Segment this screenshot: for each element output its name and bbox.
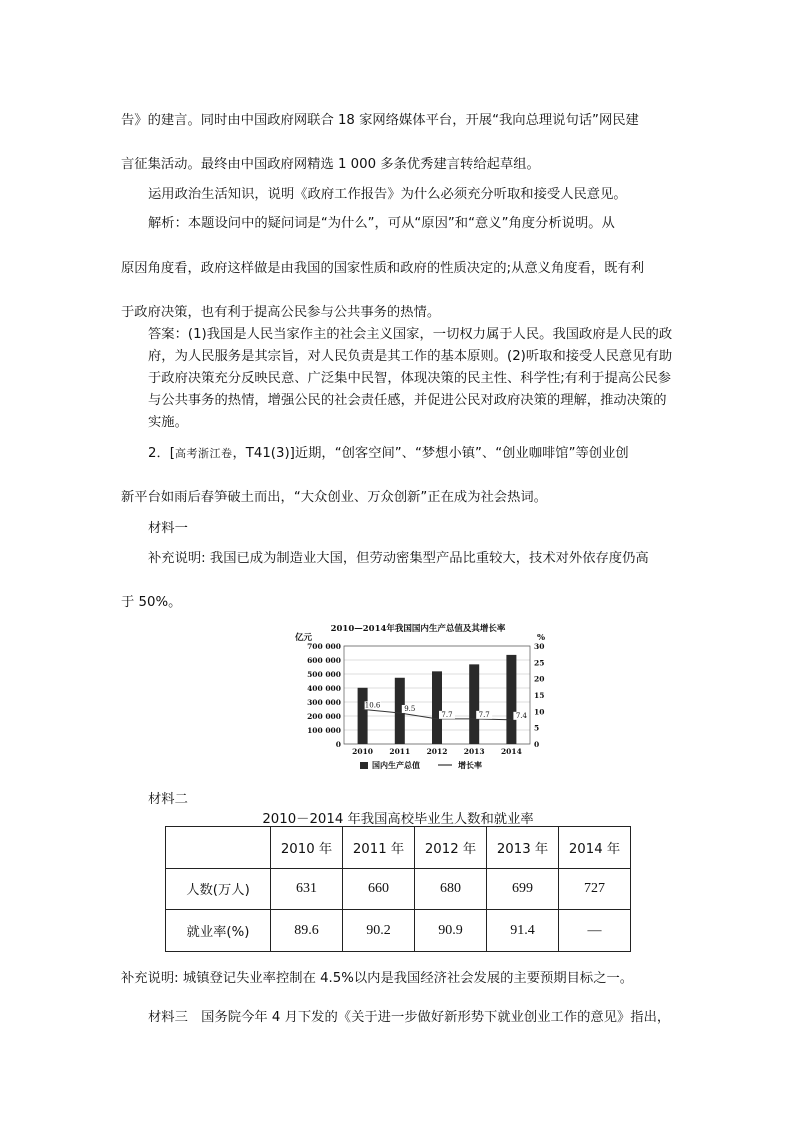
x-tick-label: 2010 — [352, 747, 374, 756]
supplement-line: 于 50%。 — [121, 595, 182, 610]
table-cell: 660 — [343, 868, 415, 910]
supplement-line: 补充说明: 城镇登记失业率控制在 4.5%以内是我国经济社会发展的主要预期目标之一。 — [121, 971, 634, 986]
table-header-row — [166, 827, 631, 869]
table-header-cell: 2011 年 — [343, 827, 415, 869]
gdp-bar — [469, 664, 479, 744]
table-cell: 727 — [559, 868, 631, 910]
table-header-cell: 2014 年 — [559, 827, 631, 869]
growth-rate-label: 7.7 — [441, 710, 453, 719]
question-2-line: 新平台如雨后春笋破土而出，“大众创业、万众创新”正在成为社会热词。 — [121, 490, 547, 505]
paragraph-line: 告》的建言。同时由中国政府网联合 18 家网络媒体平台，开展“我向总理说句话”网民建 — [121, 113, 639, 128]
legend-bar-label: 国内生产总值 — [372, 760, 420, 770]
left-axis-unit: 亿元 — [294, 633, 312, 643]
table-cell: 631 — [271, 868, 343, 910]
material-2-label: 材料二 — [148, 792, 188, 807]
paragraph-line: 言征集活动。最终由中国政府网精选 1 000 多条优秀建言转给起草组。 — [121, 157, 540, 172]
right-tick-label: 5 — [534, 723, 540, 733]
table-cell: 91.4 — [487, 910, 559, 952]
left-tick-label: 700 000 — [307, 642, 341, 651]
question-text: 运用政治生活知识，说明《政府工作报告》为什么必须充分听取和接受人民意见。 — [148, 187, 627, 202]
gdp-chart — [282, 618, 554, 778]
table-row — [166, 868, 631, 910]
table-cell: 人数(万人) — [166, 868, 271, 910]
table-cell: 90.2 — [343, 910, 415, 952]
right-tick-label: 20 — [534, 674, 545, 684]
material-3-line: 材料三 国务院今年 4 月下发的《关于进一步做好新形势下就业创业工作的意见》指出， — [148, 1010, 671, 1025]
chart-title: 2010—2014年我国国内生产总值及其增长率 — [330, 624, 506, 634]
right-axis-unit: % — [537, 633, 546, 643]
legend-line-label: 增长率 — [458, 760, 482, 770]
analysis-line: 原因角度看，政府这样做是由我国的国家性质和政府的性质决定的;从意义角度看，既有利 — [121, 261, 645, 276]
growth-rate-label: 9.5 — [404, 704, 416, 713]
table-cell: 90.9 — [415, 910, 487, 952]
answer-paragraph — [121, 324, 677, 434]
growth-rate-label: 7.4 — [515, 711, 527, 720]
analysis-line: 于政府决策，也有利于提高公民参与公共事务的热情。 — [121, 305, 441, 320]
table-header-cell: 2013 年 — [487, 827, 559, 869]
table-row — [166, 910, 631, 952]
left-tick-label: 500 000 — [307, 670, 341, 679]
question-number: 2．[ — [148, 446, 175, 461]
left-tick-label: 400 000 — [307, 684, 341, 693]
growth-rate-label: 7.7 — [478, 710, 490, 719]
answer-text: 答案：(1)我国是人民当家作主的社会主义国家，一切权力属于人民。我国政府是人民的政府，为人民服务是其宗旨，对人民负责是其工作的基本原则。(2)听取和接受人民意见有助于政府决策充分反映民意、广泛集中民智，体现决策的民主性、科学性;有利于提高公民参与公共事务的热情，增强公民的社会责任感，并促进公民对政府决策的理解，推动决策的实施。 — [148, 327, 673, 430]
table-cell: 就业率(%) — [166, 910, 271, 952]
gdp-bar — [358, 688, 368, 744]
question-2-line — [148, 442, 677, 461]
right-tick-label: 0 — [534, 740, 540, 749]
table-cell: 680 — [415, 868, 487, 910]
left-tick-label: 200 000 — [307, 712, 341, 721]
left-tick-label: 600 000 — [307, 656, 341, 665]
graduates-table — [165, 826, 631, 952]
table-header-cell: 2012 年 — [415, 827, 487, 869]
x-tick-label: 2013 — [463, 747, 485, 756]
legend-bar-swatch — [360, 762, 368, 769]
x-tick-label: 2011 — [389, 747, 411, 756]
question-2-text: ，T41(3)]近期，“创客空间”、“梦想小镇”、“创业咖啡馆”等创业创 — [232, 446, 629, 461]
table-cell: — — [559, 910, 631, 952]
right-tick-label: 25 — [534, 658, 545, 668]
analysis-line: 解析：本题设问中的疑问词是“为什么”，可从“原因”和“意义”角度分析说明。从 — [148, 216, 615, 231]
table-title: 2010－2014 年我国高校毕业生人数和就业率 — [262, 812, 534, 827]
x-tick-label: 2014 — [500, 747, 522, 756]
question-source: 高考浙江卷 — [174, 447, 233, 460]
right-tick-label: 30 — [534, 642, 545, 651]
left-tick-label: 100 000 — [307, 726, 341, 735]
table-cell: 699 — [487, 868, 559, 910]
growth-rate-label: 10.6 — [364, 701, 381, 710]
right-tick-label: 10 — [534, 707, 545, 717]
left-tick-label: 300 000 — [307, 698, 341, 707]
material-1-label: 材料一 — [148, 521, 188, 536]
left-tick-label: 0 — [335, 740, 341, 749]
gdp-bar — [432, 671, 442, 744]
table-cell: 89.6 — [271, 910, 343, 952]
supplement-line: 补充说明: 我国已成为制造业大国，但劳动密集型产品比重较大，技术对外依存度仍高 — [148, 551, 649, 566]
table-header-cell: 2010 年 — [271, 827, 343, 869]
right-tick-label: 15 — [534, 691, 545, 700]
table-header-cell — [166, 827, 271, 869]
gdp-bar — [506, 655, 516, 744]
x-tick-label: 2012 — [426, 747, 448, 756]
